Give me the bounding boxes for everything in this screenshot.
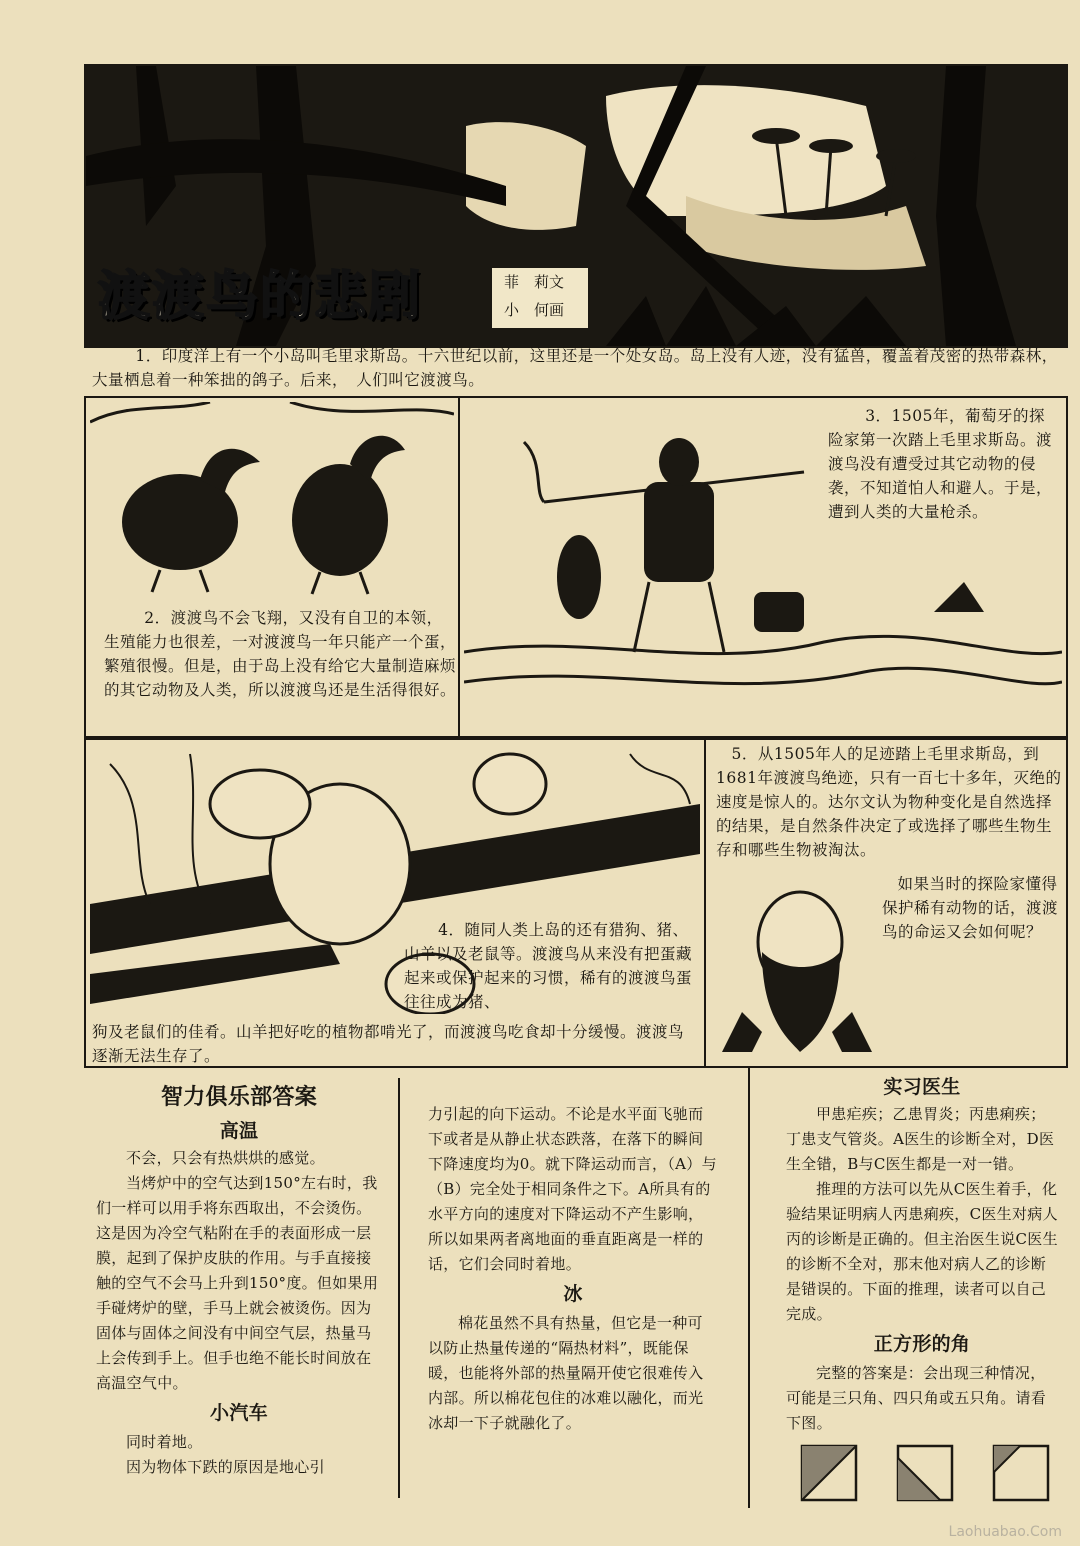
darwin-portrait xyxy=(722,882,872,1052)
gaowen-answer: 不会，只会有热烘烘的感觉。 xyxy=(126,1149,325,1167)
site-watermark: Laohuabao.Com xyxy=(948,1524,1062,1540)
caption-1: 1．印度洋上有一个小岛叫毛里求斯岛。十六世纪以前，这里还是一个处女岛。岛上没有人迹，没有猛兽，覆盖着茂密的热带森林，大量栖息着一种笨拙的鸽子。后来， 人们叫它渡渡鸟。 xyxy=(92,347,1058,389)
caption-2: 2．渡渡鸟不会飞翔，又没有自卫的本领，生殖能力也很差，一对渡渡鸟一年只能产一个蛋，繁殖很慢。但是，由于岛上没有给它大量制造麻烦的其它动物及人类，所以渡渡鸟还是生活得很好。 xyxy=(104,609,457,699)
ice-title: 冰 xyxy=(563,1283,583,1305)
artist-credit: 小 何画 xyxy=(504,301,565,319)
answers-column-2 xyxy=(428,1102,718,1436)
credits xyxy=(492,268,588,328)
square-diagram-four-corners xyxy=(896,1444,954,1502)
square-title: 正方形的角 xyxy=(873,1333,971,1355)
caption-5a: 5．从1505年人的足迹踏上毛里求斯岛，到1681年渡渡鸟绝迹，只有一百七十多年，灭绝的速度是惊人的。达尔文认为物种变化是自然选择的结果，是自然条件决定了或选择了哪些生物生存和哪些生物被淘汰。 xyxy=(716,745,1062,859)
doctor-title: 实习医生 xyxy=(883,1076,961,1098)
divider-2 xyxy=(748,1068,750,1508)
square-diagram-five-corners xyxy=(992,1444,1050,1502)
caption-3: 3．1505年，葡萄牙的探险家第一次踏上毛里求斯岛。渡渡鸟没有遭受过其它动物的侵袭，不知道怕人和避人。于是，遭到人类的大量枪杀。 xyxy=(828,407,1053,521)
gaowen-explanation: 当烤炉中的空气达到150°左右时，我们一样可以用手将东西取出，不会烫伤。这是因为冷空气粘附在手的表面形成一层膜，起到了保护皮肤的作用。与手直接接触的空气不会马上升到150°度。但如果用手碰烤炉的壁，手马上就会被烫伤。因为固体与固体之间没有中间空气层，热量马上会传到手上。但手也绝不能长时间放在高温空气中。 xyxy=(96,1174,379,1392)
car-explanation-cont: 力引起的向下运动。不论是水平面飞驰而下或者是从静止状态跌落，在落下的瞬间下降速度均为0。就下降运动而言，（A）与（B）完全处于相同条件之下。A所具有的水平方向的速度对下降运动不产生影响，所以如果两者离地面的垂直距离是一样的话，它们会同时着地。 xyxy=(428,1105,717,1273)
gaowen-title: 高温 xyxy=(219,1120,259,1142)
doctor-explanation: 推理的方法可以先从C医生着手，化验结果证明病人丙患痢疾，C医生对病人丙的诊断是正确的。但主治医生说C医生的诊断不全对，那末他对病人乙的诊断是错误的。下面的推理，读者可以自己完成。 xyxy=(786,1180,1058,1323)
doctor-answer: 甲患疟疾；乙患胃炎；丙患痢疾；丁患支气管炎。A医生的诊断全对，D医生全错，B与C医生都是一对一错。 xyxy=(786,1105,1055,1173)
caption-5b: 如果当时的探险家懂得保护稀有动物的话，渡渡鸟的命运又会如何呢？ xyxy=(882,875,1059,941)
caption-4b: 狗及老鼠们的佳肴。山羊把好吃的植物都啃光了，而渡渡鸟吃食却十分缓慢。渡渡鸟逐渐无法生存了。 xyxy=(92,1023,685,1065)
answers-heading: 智力俱乐部答案 xyxy=(160,1085,318,1110)
caption-4a: 4．随同人类上岛的还有猎狗、猪、山羊以及老鼠等。渡渡鸟从来没有把蛋藏起来或保护起来的习惯，稀有的渡渡鸟蛋往往成为猪、 xyxy=(404,921,693,1011)
car-explanation-start: 因为物体下跌的原因是地心引 xyxy=(126,1458,325,1476)
answers-column-3 xyxy=(786,1072,1058,1436)
story-title: 渡渡鸟的悲剧 xyxy=(98,267,423,327)
square-diagram-three-corners xyxy=(800,1444,858,1502)
panel-2-illustration xyxy=(90,402,454,602)
car-answer: 同时着地。 xyxy=(126,1433,203,1451)
writer-credit: 菲 莉文 xyxy=(504,273,565,291)
answers-column-1 xyxy=(96,1080,382,1480)
square-answer: 完整的答案是：会出现三种情况，可能是三只角、四只角或五只角。请看下图。 xyxy=(786,1364,1047,1432)
ice-explanation: 棉花虽然不具有热量，但它是一种可以防止热量传递的“隔热材料”，既能保暖，也能将外部的热量隔开使它很难传入内部。所以棉花包住的冰难以融化，而光冰却一下子就融化了。 xyxy=(428,1314,704,1432)
divider-1 xyxy=(398,1078,400,1498)
car-title: 小汽车 xyxy=(210,1402,268,1424)
